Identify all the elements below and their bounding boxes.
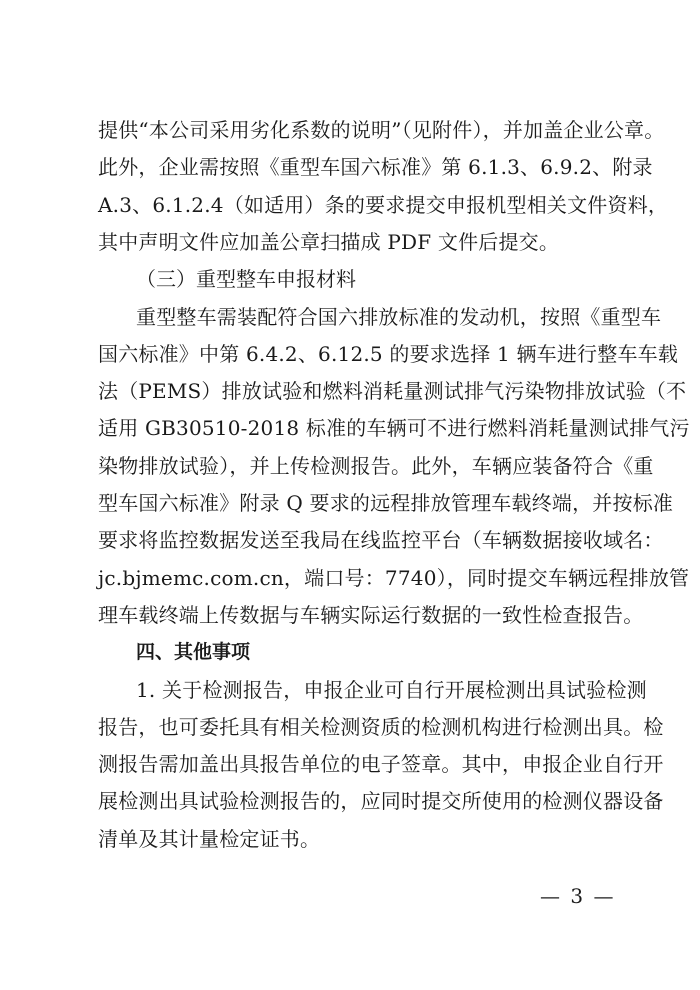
paragraph-line: 国六标准》中第 6.4.2、6.12.5 的要求选择 1 辆车进行整车车载 — [98, 341, 679, 366]
paragraph-line: jc.bjmemc.com.cn，端口号：7740），同时提交车辆远程排放管 — [98, 565, 690, 590]
paragraph-line: 清单及其计量检定证书。 — [98, 826, 321, 851]
paragraph-line: 要求将监控数据发送至我局在线监控平台（车辆数据接收域名： — [98, 528, 664, 553]
paragraph-line: 测报告需加盖出具报告单位的电子签章。其中，申报企业自行开 — [98, 752, 664, 777]
paragraph-line: 型车国六标准》附录 Q 要求的远程排放管理车载终端，并按标准 — [98, 491, 674, 515]
section-heading: 四、其他事项 — [136, 641, 251, 664]
paragraph-line: 重型整车需装配符合国六排放标准的发动机，按照《重型车 — [136, 304, 662, 329]
paragraph-line: 提供“本公司采用劣化系数的说明”（见附件），并加盖企业公章。 — [98, 118, 665, 142]
paragraph-line: 法（PEMS）排放试验和燃料消耗量测试排气污染物排放试验（不 — [98, 379, 687, 404]
section-heading: （三）重型整车申报材料 — [136, 267, 356, 292]
paragraph-line: 其中声明文件应加盖公章扫描成 PDF 文件后提交。 — [98, 229, 560, 254]
paragraph-line: 此外，企业需按照《重型车国六标准》第 6.1.3、6.9.2、附录 — [98, 155, 653, 180]
paragraph-line: 报告，也可委托具有相关检测资质的检测机构进行检测出具。检 — [98, 714, 664, 739]
paragraph-line: A.3、6.1.2.4（如适用）条的要求提交申报机型相关文件资料， — [98, 192, 669, 217]
paragraph-line: 展检测出具试验检测报告的，应同时提交所使用的检测仪器设备 — [98, 789, 664, 814]
paragraph-line: 1. 关于检测报告，申报企业可自行开展检测出具试验检测 — [136, 677, 647, 702]
paragraph-line: 染物排放试验），并上传检测报告。此外，车辆应装备符合《重 — [98, 453, 654, 478]
paragraph-line: 适用 GB30510-2018 标准的车辆可不进行燃料消耗量测试排气污 — [98, 416, 690, 441]
page-number: — 3 — — [540, 884, 616, 908]
paragraph-line: 理车载终端上传数据与车辆实际运行数据的一致性检查报告。 — [98, 602, 644, 627]
